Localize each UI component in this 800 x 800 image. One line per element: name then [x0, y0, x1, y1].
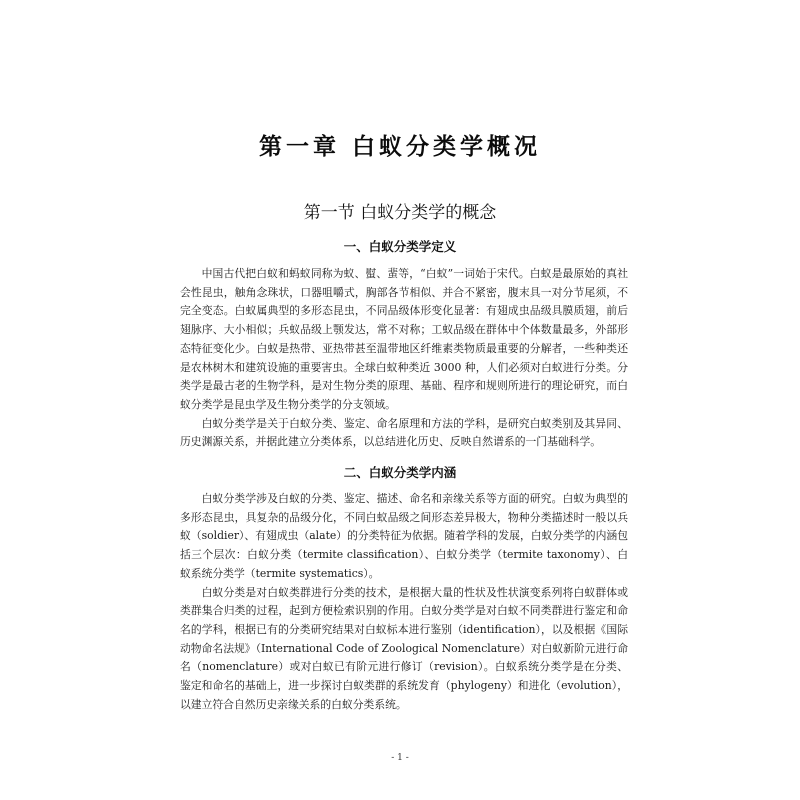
paragraph: 中国古代把白蚁和蚂蚁同称为蚁、螱、蜚等，“白蚁”一词始于宋代。白蚁是最原始的真社会性昆虫，触角念珠状，口器咀嚼式，胸部各节相似、并合不紧密，腹末具一对分节尾须，不完全变态。白蚁属典型的多形态昆虫，不同品级体形变化显著：有翅成虫品级具膜质翅，前后翅脉序、大小相似；兵蚁品级上颚发达，常不对称；工蚁品级在群体中个体数量最多，外部形态特征变化少。白蚁是热带、亚热带甚至温带地区纤维素类物质最重要的分解者，一些种类还是农林树木和建筑设施的重要害虫。全球白蚁种类近 3000 种，人们必须对白蚁进行分类。分类学是最古老的生物学科，是对生物分类的原理、基础、程序和规则所进行的理论研究，而白蚁分类学是昆虫学及生物分类学的分支领域。: [180, 267, 628, 411]
subsection-body-definition: [180, 265, 628, 452]
paragraph: 白蚁分类学是关于白蚁分类、鉴定、命名原理和方法的学科，是研究白蚁类别及其异同、历史渊源关系，并据此建立分类体系，以总结进化历史、反映自然谱系的一门基础科学。: [180, 416, 628, 449]
section-title: 第一节 白蚁分类学的概念: [303, 203, 497, 223]
paragraph: 白蚁分类是对白蚁类群进行分类的技术，是根据大量的性状及性状演变系列将白蚁群体或类群集合归类的过程，起到方便检索识别的作用。白蚁分类学是对白蚁不同类群进行鉴定和命名的学科，根据已有的分类研究结果对白蚁标本进行鉴别（identification），以及根据《国际动物命名法规》（International Code of Zoological Nomenclature）对白蚁新阶元进行命名（nomenclature）或对白蚁已有阶元进行修订（revision）。白蚁系统分类学是在分类、鉴定和命名的基础上，进一步探讨白蚁类群的系统发育（phylogeny）和进化（evolution），以建立符合自然历史亲缘关系的白蚁分类系统。: [180, 585, 628, 711]
paragraph: 白蚁分类学涉及白蚁的分类、鉴定、描述、命名和亲缘关系等方面的研究。白蚁为典型的多形态昆虫，具复杂的品级分化，不同白蚁品级之间形态差异极大，物种分类描述时一般以兵蚁（soldier）、有翅成虫（alate）的分类特征为依据。随着学科的发展，白蚁分类学的内涵包括三个层次：白蚁分类（termite classification）、白蚁分类学（termite taxonomy）、白蚁系统分类学（termite systematics）。: [180, 492, 628, 580]
subsection-heading-connotation: 二、白蚁分类学内涵: [343, 465, 457, 480]
page-number: - 1 -: [391, 753, 409, 763]
subsection-body-connotation: [180, 490, 628, 714]
subsection-heading-definition: 一、白蚁分类学定义: [343, 239, 457, 254]
chapter-title: 第一章 白蚁分类学概况: [258, 134, 541, 160]
